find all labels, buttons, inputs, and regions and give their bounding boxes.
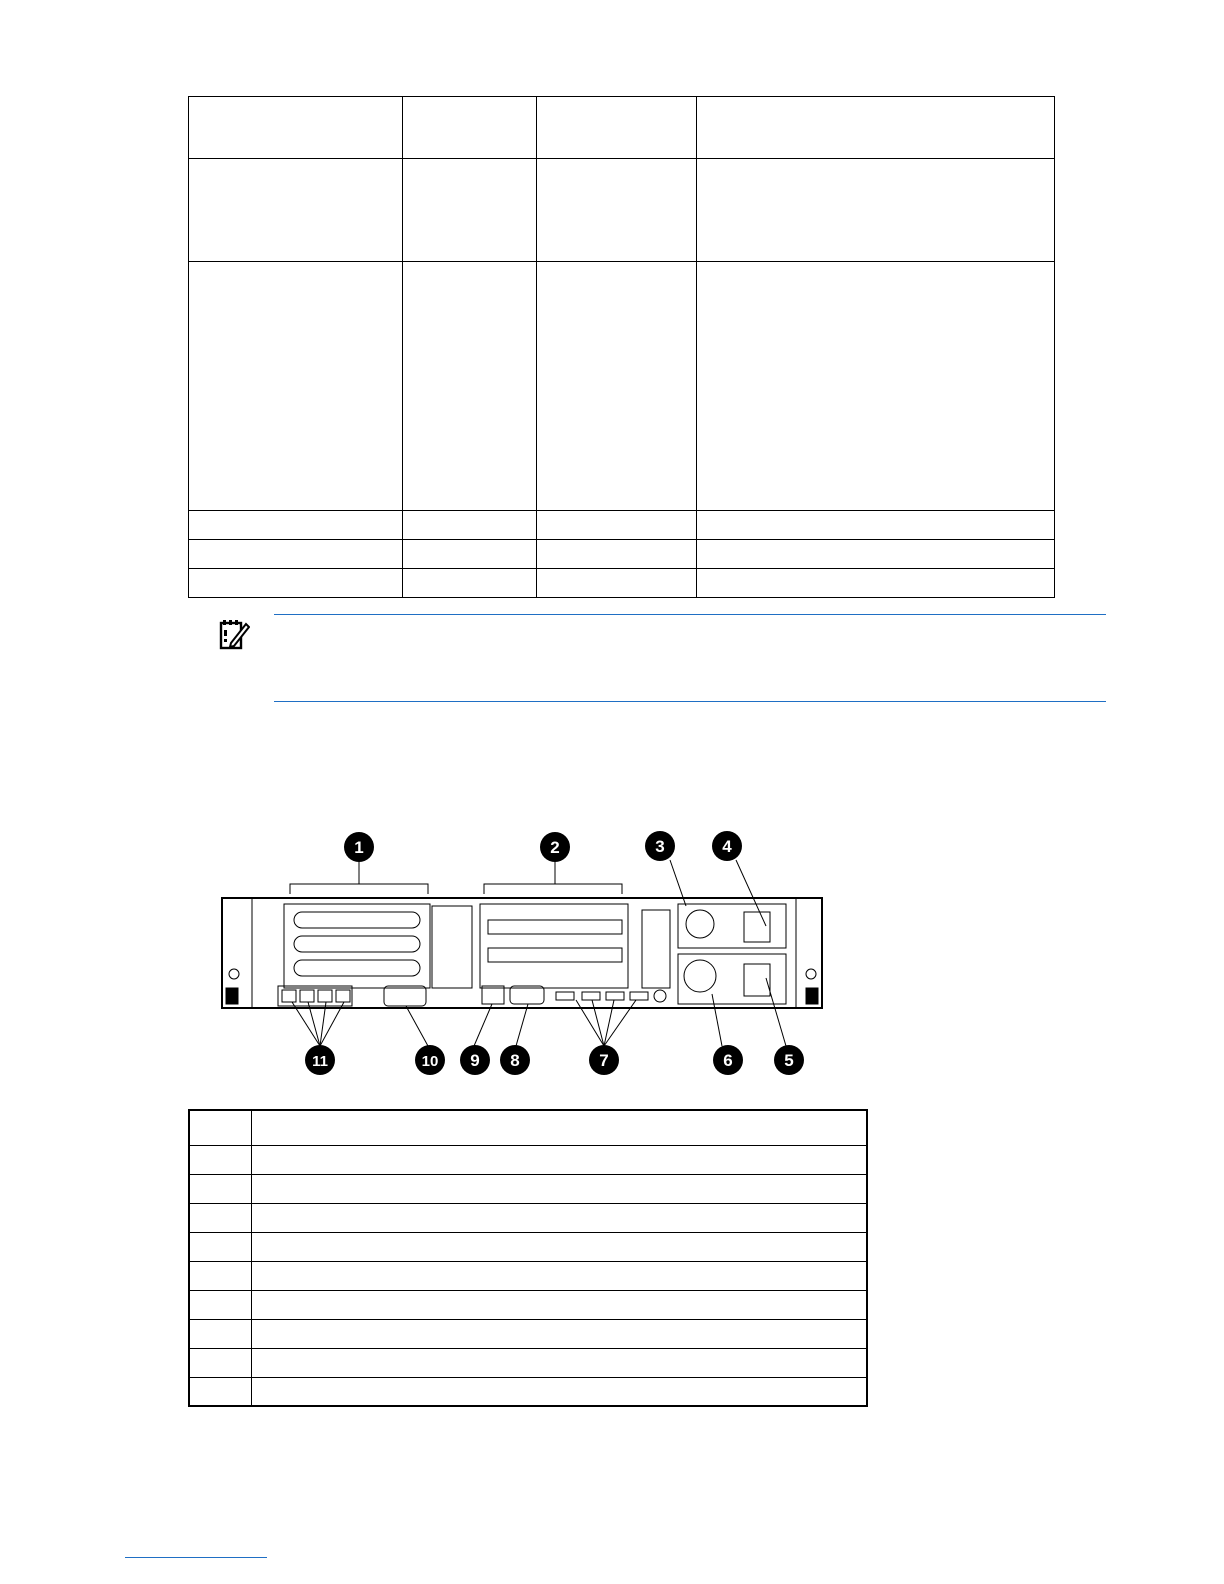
- legend-table: [188, 1109, 868, 1407]
- table-cell: [537, 540, 697, 569]
- footer-link-underline[interactable]: [125, 1557, 267, 1558]
- table-row: [189, 569, 1055, 598]
- table-cell: [189, 1261, 251, 1290]
- table-cell: [697, 262, 1055, 511]
- table-row: [189, 262, 1055, 511]
- table-cell: [189, 569, 403, 598]
- table-row: [189, 1232, 867, 1261]
- callout-label-8: 8: [510, 1051, 520, 1070]
- spec-table: [188, 96, 1055, 598]
- table-cell: [537, 262, 697, 511]
- table-row: [189, 1377, 867, 1406]
- table-cell: [189, 159, 403, 262]
- table-cell: [403, 97, 537, 159]
- table-cell: [403, 540, 537, 569]
- table-cell: [537, 511, 697, 540]
- table-cell: [189, 1232, 251, 1261]
- callout-label-3: 3: [655, 837, 665, 856]
- table-cell: [251, 1145, 867, 1174]
- note-pencil-icon: [218, 618, 250, 650]
- table-row: [189, 97, 1055, 159]
- table-cell: [251, 1290, 867, 1319]
- table-cell: [189, 1174, 251, 1203]
- table-row: [189, 159, 1055, 262]
- table-row: [189, 1203, 867, 1232]
- table-cell: [189, 1319, 251, 1348]
- table-cell: [697, 159, 1055, 262]
- table-cell: [189, 511, 403, 540]
- table-cell: [251, 1319, 867, 1348]
- table-cell: [403, 569, 537, 598]
- table-cell: [251, 1203, 867, 1232]
- table-row: [189, 1261, 867, 1290]
- table-row: [189, 1319, 867, 1348]
- table-cell: [697, 540, 1055, 569]
- table-cell: [189, 1110, 251, 1145]
- note-bottom-rule: [274, 701, 1106, 702]
- table-cell: [697, 511, 1055, 540]
- table-row: [189, 540, 1055, 569]
- table-cell: [697, 97, 1055, 159]
- callout-label-11: 11: [312, 1053, 328, 1070]
- callout-label-6: 6: [723, 1051, 733, 1070]
- table-cell: [403, 159, 537, 262]
- table-row: [189, 1290, 867, 1319]
- table-cell: [697, 569, 1055, 598]
- table-row: [189, 511, 1055, 540]
- table-cell: [189, 1348, 251, 1377]
- table-cell: [189, 1290, 251, 1319]
- callout-label-5: 5: [784, 1051, 794, 1070]
- server-rear-panel-diagram: [216, 826, 832, 1080]
- table-row: [189, 1145, 867, 1174]
- table-cell: [189, 1377, 251, 1406]
- table-cell: [251, 1232, 867, 1261]
- note-top-rule: [274, 614, 1106, 615]
- table-cell: [251, 1348, 867, 1377]
- callout-label-10: 10: [421, 1053, 439, 1070]
- table-cell: [537, 97, 697, 159]
- table-cell: [537, 569, 697, 598]
- table-cell: [189, 540, 403, 569]
- table-cell: [537, 159, 697, 262]
- table-row: [189, 1348, 867, 1377]
- table-cell: [251, 1377, 867, 1406]
- table-cell: [403, 511, 537, 540]
- callout-label-7: 7: [599, 1051, 609, 1070]
- table-cell: [251, 1110, 867, 1145]
- table-cell: [189, 1203, 251, 1232]
- table-cell: [251, 1261, 867, 1290]
- table-cell: [403, 262, 537, 511]
- table-cell: [189, 97, 403, 159]
- callout-label-9: 9: [470, 1051, 480, 1070]
- callout-label-1: 1: [354, 838, 364, 857]
- table-cell: [189, 262, 403, 511]
- callout-label-4: 4: [722, 837, 732, 856]
- table-row: [189, 1174, 867, 1203]
- table-cell: [251, 1174, 867, 1203]
- table-row: [189, 1110, 867, 1145]
- table-cell: [189, 1145, 251, 1174]
- callout-label-2: 2: [550, 838, 560, 857]
